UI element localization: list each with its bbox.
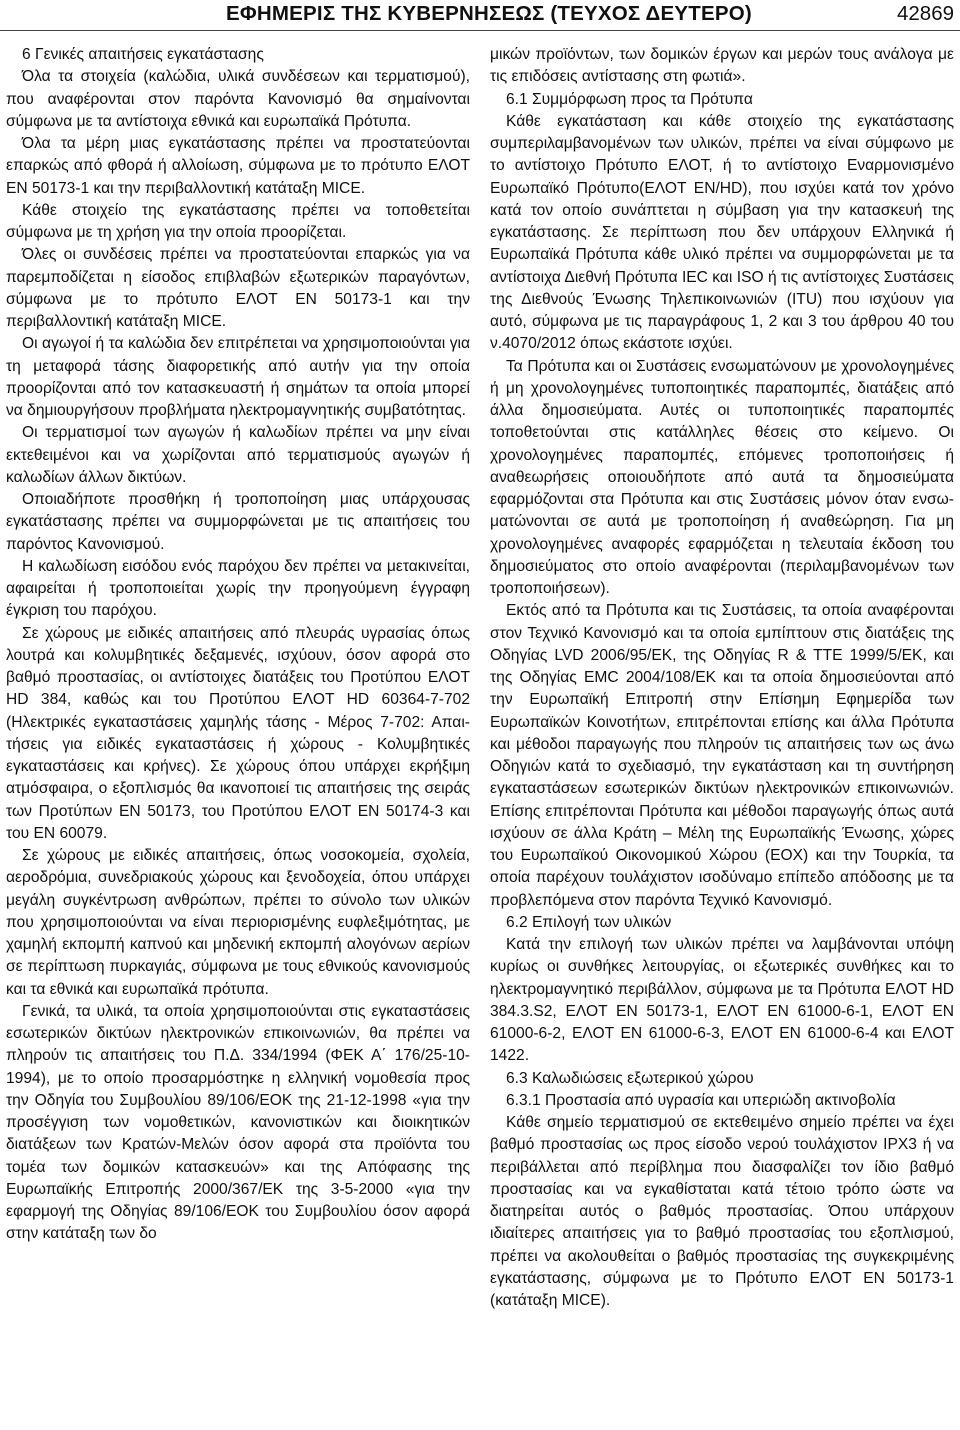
paragraph: Τα Πρότυπα και οι Συστάσεις ενσωματώνουν με χρονολογημένες ή μη χρονολογημένες τυποποιητικές παραπομπές, διατάξεις από άλλα δημοσιεύματα. Αυτές οι τυποποιητικές παραπομπές τοποθετούνται στις κατάλληλες θέσεις στο κείμενο. Οι χρονολογημένες παραπομπές, επόμενες τροποποιήσεις ή αναθεωρήσεις οποιουδήποτε από αυτά τα δημοσιεύματα εφαρμόζονται στα Πρότυπα και στις Συστάσεις μόνον όταν ενσωματώνονται σε αυτά με τροποποίηση ή αναθεώρηση. Για μη χρονολογημένες αναφορές εφαρμόζεται η τελευταία έκδοση του δημοσιεύματος στο οποίο αναφέρονται (περιλαμβανομένων των τροποποιήσεων). <box>490 357 954 597</box>
paragraph: Όλα τα μέρη μιας εγκατάστασης πρέπει να προστατεύονται επαρκώς από φθορά ή αλλοίωση, σύμφωνα με το πρότυπο ΕΛΟΤ ΕΝ 50173-1 και την περιβαλλοντική κατάταξη MICE. <box>6 135 470 197</box>
right-column <box>490 44 954 1312</box>
paragraph: Η καλωδίωση εισόδου ενός παρόχου δεν πρέπει να μετακινείται, αφαιρείται ή τροποποιείται χωρίς την προηγούμενη έγγραφη έγκριση του παρόχου. <box>6 557 470 620</box>
page-number: 42869 <box>896 2 954 25</box>
paragraph: Όλα τα στοιχεία (καλώδια, υλικά συνδέσεων και τερματισμού), που αναφέρονται στον παρόντα Κανονισμό θα σημαίνονται σύμφωνα με τα αντίστοιχα εθνικά και ευρωπαϊκά Πρότυπα. <box>6 68 470 130</box>
section-heading-6-3: 6.3 Καλωδιώσεις εξωτερικού χώρου <box>506 1069 754 1087</box>
section-heading-6-3-1: 6.3.1 Προστασία από υγρασία και υπεριώδη ακτινοβολία <box>506 1091 896 1109</box>
paragraph: Εκτός από τα Πρότυπα και τις Συστάσεις, τα οποία αναφέρονται στον Τεχνικό Κανονισμό και τα οποία εμπίπτουν στις διατάξεις της Οδηγίας LVD 2006/95/ΕΚ, της Οδηγίας R & TTE 1999/5/ΕΚ, και της Οδηγίας EMC 2004/108/ΕΚ και τα οποία δημοσιεύονται από την Ευρωπαϊκή Επιτροπή στην Επίσημη Εφημερίδα των Ευρωπαϊκών Κοινοτήτων, επιτρέπονται επίσης και άλλα Πρότυπα και μέθοδοι παραγωγής που πληρούν τις απαιτήσεις των ως άνω Οδηγιών κατά το σχεδιασμό, την εγκατάσταση και τη συντήρηση εγκαταστάσεων εσωτερικών δικτύων ηλεκτρονικών επικοινωνιών. Επίσης επιτρέπονται Πρότυπα και μέθοδοι παραγωγής όπως αυτά ισχύουν σε άλλα Κράτη – Μέλη της Ευρωπαϊκής Ένωσης, χώρες του Ευρωπαϊκού Οικονομικού Χώρου (ΕΟΧ) και την Τουρκία, τα οποία παρέχουν τουλάχιστον ισοδύναμο επίπεδο απόδοσης με τα προβλεπόμενα στον παρόντα Τεχνικό Κανονισμό. <box>490 602 954 909</box>
section-heading-6-2: 6.2 Επιλογή των υλικών <box>506 913 672 931</box>
page-header <box>0 0 960 34</box>
paragraph: Οι αγωγοί ή τα καλώδια δεν επιτρέπεται να χρησιμοποιούνται για τη μεταφορά τάσης διαφορετικής από αυτήν για την οποία προορίζονται από τον κατασκευαστή ή σημάτων τα οποία μπορεί να δημιουργήσουν προβλήματα ηλεκτρομαγνητικής συμβατότητας. <box>6 335 470 419</box>
paragraph: Γενικά, τα υλικά, τα οποία χρησιμοποιούνται στις εγκαταστάσεις εσωτερικών δικτύων ηλεκτρονικών επικοινωνιών, θα πρέπει να πληρούν τις απαιτήσεις του Π.Δ. 334/1994 (ΦΕΚ Α΄ 176/25-10-1994), με το οποίο προσαρμόστηκε η ελληνική νομοθεσία προς την Οδηγία του Συμβουλίου 89/106/ΕΟΚ της 21-12-1998 «για την προσέγγιση των νομοθετικών, κανονιστικών και διοικητικών διατάξεων των Κρατών-Μελών όσον αφορά στα προϊόντα του τομέα των δομικών κατασκευών» και της Απόφασης της Ευρωπαϊκής Επιτροπής 2000/367/ΕΚ της 3-5-2000 «για την εφαρμογή της Οδηγίας 89/106/ΕΟΚ του Συμβουλίου όσον αφορά στην κατάταξη των δο <box>6 1002 470 1243</box>
paragraph: Κάθε σημείο τερματισμού σε εκτεθειμένο σημείο πρέπει να έχει βαθμό προστασίας ως προς είσοδο νερού τουλάχιστον IPX3 ή να περιβάλλεται από περίβλημα που διασφαλίζει τον ίδιο βαθμό προστασίας και να εγκαθίσταται κατά τέτοιο τρόπο ώστε να διατηρείται αυτός ο βαθμός προστασίας. Όπου υπάρχουν ιδιαίτερες απαιτήσεις για το βαθμό προστασίας του εξοπλισμού, πρέπει να ακολουθείται ο βαθμός προστασίας της συγκεκριμένης εγκατάστασης, σύμφωνα με το Πρότυπο ΕΛΟΤ ΕΝ 50173-1 (κατάταξη MICE). <box>490 1114 954 1309</box>
header-divider <box>0 30 960 31</box>
paragraph: Σε χώρους με ειδικές απαιτήσεις από πλευράς υγρασίας όπως λουτρά και κολυμβητικές δεξαμενές, ισχύουν, όσον αφορά στο βαθμό προστασίας, οι αντίστοιχες διατάξεις του Προτύπου ΕΛΟΤ HD 384, καθώς και του Προτύπου ΕΛΟΤ HD 60364-7-702 (Ηλεκτρικές εγκαταστάσεις χαμηλής τάσης - Μέρος 7-702: Απαιτήσεις για ειδικές εγκαταστάσεις ή χώρους - Κολυμβητικές εγκαταστάσεις και κρήνες). Σε χώρους όπου υπάρχει εκρήξιμη ατμόσφαιρα, ο εξοπλισμός θα ικανοποιεί τις απαιτήσεις της σειράς των Προτύπων ΕΝ 50173, του Προτύπου ΕΛΟΤ ΕΝ 50174-3 και του ΕΝ 60079. <box>6 624 470 842</box>
paragraph: Όλες οι συνδέσεις πρέπει να προστατεύονται επαρκώς για να παρεμποδίζεται η είσοδος επιβλαβών εξωτερικών παραγόντων, σύμφωνα με το πρότυπο ΕΛΟΤ ΕΝ 50173-1 και την περιβαλλοντική κατάταξη MICE. <box>6 246 470 330</box>
paragraph: Κάθε στοιχείο της εγκατάστασης πρέπει να τοποθετείται σύμφωνα με τη χρήση για την οποία προορίζεται. <box>6 201 470 241</box>
paragraph: Οι τερματισμοί των αγωγών ή καλωδίων πρέπει να μην είναι εκτεθειμένοι και να χωρίζονται από τερματισμούς αγωγών ή καλωδίων άλλων δικτύων. <box>6 424 470 486</box>
gazette-title: ΕΦΗΜΕΡΙΣ ΤΗΣ ΚΥΒΕΡΝΗΣΕΩΣ (ΤΕΥΧΟΣ ΔΕΥΤΕΡΟ) <box>226 2 752 25</box>
paragraph: Κάθε εγκατάσταση και κάθε στοιχείο της εγκατάστασης συμπεριλαμβανομένων των υλικών, πρέπει να είναι σύμφωνο με το αντίστοιχο Πρότυπο ΕΛΟΤ, ή το αντίστοιχο Εναρμονισμένο Ευρωπαϊκό Πρότυπο(ΕΛΟΤ ΕΝ/HD), που ισχύει κατά τον χρόνο κατά τον οποίο συνάπτεται η σύμβαση για την κατασκευή της εγκατάστασης. Σε περίπτωση που δεν υπάρχουν Ελληνικά ή Ευρωπαϊκά Πρότυπα κάθε υλικό πρέπει να συμμορφώνεται με τα αντίστοιχα Διεθνή Πρότυπα IEC και ISO ή τις αντίστοιχες Συστάσεις της Διεθνούς Ένωσης Τηλεπικοινωνιών (ITU) που ισχύουν για αυτό, σύμφωνα με τις παραγράφους 1, 2 και 3 του άρθρου 40 του ν.4070/2012 όπως εκάστοτε ισχύει. <box>490 112 954 353</box>
section-heading-6-1: 6.1 Συμμόρφωση προς τα Πρότυπα <box>506 90 753 108</box>
paragraph: Οποιαδήποτε προσθήκη ή τροποποίηση μιας υπάρχουσας εγκατάστασης πρέπει να συμμορφώνεται με τις απαιτήσεις του παρόντος Κανονισμού. <box>6 491 470 553</box>
paragraph-continuation: μικών προϊόντων, των δομικών έργων και μερών τους ανάλογα με τις επιδόσεις αντίστασης στη φωτιά». <box>490 46 954 86</box>
paragraph: Σε χώρους με ειδικές απαιτήσεις, όπως νοσοκομεία, σχολεία, αεροδρόμια, συνεδριακούς χώρους και ξενοδοχεία, όπου υπάρχει μεγάλη συγκέντρωση ανθρώπων, πρέπει το σύνολο των υλικών που χρησιμοποιούνται να είναι περιορισμένης ευφλεξιμότητας, με χαμηλή εκπομπή καπνού και μηδενική εκπομπή αλογόνων αερίων σε περίπτωση πυρκαγιάς, σύμφωνα με τους εθνικούς κανονισμούς και τα εθνικά και ευρωπαϊκά πρότυπα. <box>6 847 470 998</box>
left-column <box>6 44 470 1246</box>
section-heading-6: 6 Γενικές απαιτήσεις εγκατάστασης <box>22 46 264 63</box>
paragraph: Κατά την επιλογή των υλικών πρέπει να λαμβάνονται υπόψη κυρίως οι συνθήκες λειτουργίας, οι εξωτερικές συνθήκες και το ηλεκτρομαγνητικό περιβάλλον, σύμφωνα με τα Πρότυπα ΕΛΟΤ HD 384.3.S2, ΕΛΟΤ ΕΝ 50173-1, ΕΛΟΤ ΕΝ 61000-6-1, ΕΛΟΤ ΕΝ 61000-6-2, ΕΛΟΤ ΕΝ 61000-6-3, ΕΛΟΤ ΕΝ 61000-6-4 και ΕΛΟΤ 1422. <box>490 936 954 1065</box>
